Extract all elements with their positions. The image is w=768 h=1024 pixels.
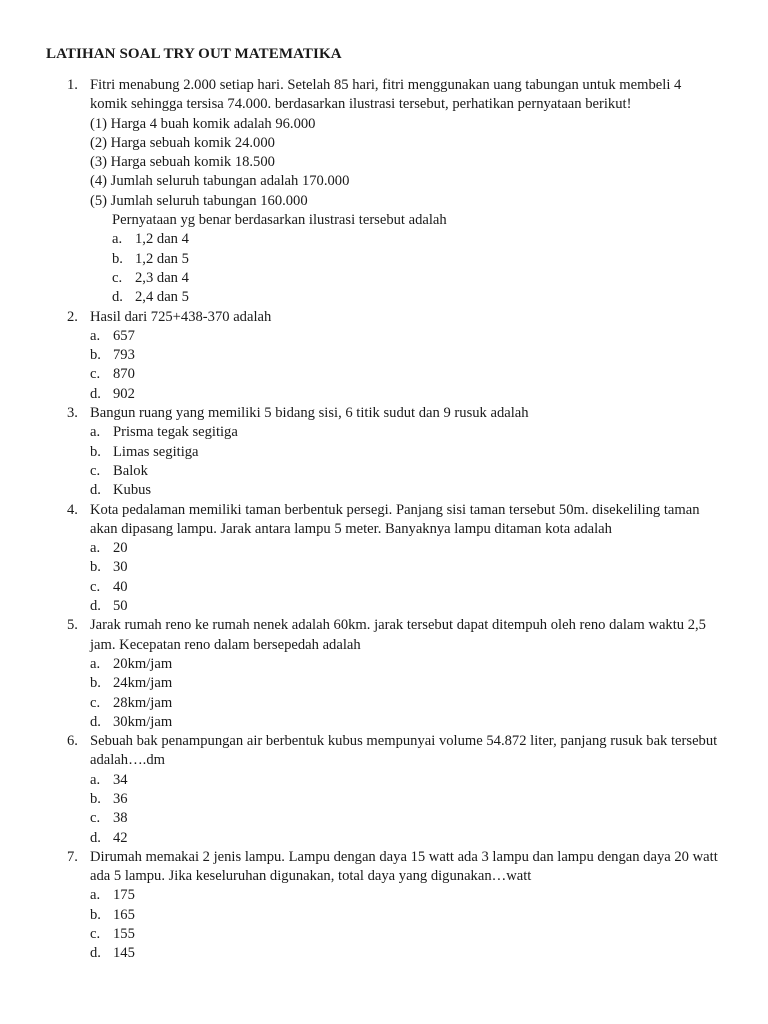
option-letter: b. xyxy=(90,559,101,576)
option-letter: b. xyxy=(112,250,123,267)
option-letter: c. xyxy=(90,578,101,595)
option-letter: b. xyxy=(90,790,101,807)
question-3 xyxy=(0,404,768,500)
option-list xyxy=(90,886,722,963)
option-d[interactable] xyxy=(90,481,722,500)
option-d[interactable] xyxy=(90,713,722,732)
option-text: 34 xyxy=(113,771,128,788)
option-letter: a. xyxy=(90,655,101,672)
option-text: 155 xyxy=(113,926,135,943)
option-b[interactable] xyxy=(112,250,722,269)
option-letter: c. xyxy=(90,462,101,479)
option-letter: d. xyxy=(112,289,123,306)
option-text: 2,4 dan 5 xyxy=(135,289,189,306)
option-d[interactable] xyxy=(90,597,722,616)
option-letter: d. xyxy=(90,713,101,730)
option-list xyxy=(90,771,722,848)
option-text: 145 xyxy=(113,945,135,962)
option-d[interactable] xyxy=(112,288,722,307)
option-letter: c. xyxy=(90,926,101,943)
option-list xyxy=(90,230,722,307)
option-c[interactable] xyxy=(90,925,722,944)
question-7 xyxy=(0,848,768,964)
question-number: 6. xyxy=(67,733,78,750)
option-text: 36 xyxy=(113,790,128,807)
option-text: 50 xyxy=(113,598,128,615)
option-a[interactable] xyxy=(112,230,722,249)
option-text: 24km/jam xyxy=(113,675,173,692)
option-text: 870 xyxy=(113,366,135,383)
question-6 xyxy=(0,732,768,848)
option-text: 165 xyxy=(113,906,135,923)
option-text: 30km/jam xyxy=(113,713,173,730)
option-text: 1,2 dan 4 xyxy=(135,231,189,248)
option-letter: c. xyxy=(90,810,101,827)
statement-item: (5) Jumlah seluruh tabungan 160.000 xyxy=(90,192,308,209)
option-text: Kubus xyxy=(113,482,152,499)
option-letter: a. xyxy=(90,771,101,788)
question-lead: Pernyataan yg benar berdasarkan ilustrasi tersebut adalah xyxy=(112,212,447,229)
option-letter: a. xyxy=(112,231,123,248)
option-text: 38 xyxy=(113,810,128,827)
question-text: Fitri menabung 2.000 setiap hari. Setelah 85 hari, fitri menggunakan uang tabungan untuk membeli 4 komik sehingga tersisa 74.000. berdasarkan ilustrasi tersebut, perhatikan pernyataan berikut! xyxy=(90,77,682,113)
option-text: Limas segitiga xyxy=(113,443,199,460)
option-d[interactable] xyxy=(90,944,722,963)
option-list xyxy=(90,327,722,404)
option-c[interactable] xyxy=(90,694,722,713)
question-list xyxy=(0,76,768,964)
statement-item: (2) Harga sebuah komik 24.000 xyxy=(90,134,275,151)
option-b[interactable] xyxy=(90,346,722,365)
statement-item: (1) Harga 4 buah komik adalah 96.000 xyxy=(90,115,316,132)
question-4 xyxy=(0,501,768,617)
option-c[interactable] xyxy=(90,365,722,384)
option-letter: b. xyxy=(90,443,101,460)
option-list xyxy=(90,423,722,500)
option-text: 175 xyxy=(113,887,135,904)
option-text: 793 xyxy=(113,347,135,364)
option-b[interactable] xyxy=(90,443,722,462)
option-letter: d. xyxy=(90,385,101,402)
option-text: Prisma tegak segitiga xyxy=(113,424,238,441)
option-a[interactable] xyxy=(90,771,722,790)
option-a[interactable] xyxy=(90,423,722,442)
option-text: 20 xyxy=(113,540,128,557)
option-a[interactable] xyxy=(90,539,722,558)
option-letter: d. xyxy=(90,945,101,962)
question-text: Bangun ruang yang memiliki 5 bidang sisi, 6 titik sudut dan 9 rusuk adalah xyxy=(90,405,529,422)
question-2 xyxy=(0,308,768,404)
option-b[interactable] xyxy=(90,906,722,925)
question-5 xyxy=(0,616,768,732)
question-number: 7. xyxy=(67,848,78,865)
option-letter: a. xyxy=(90,424,101,441)
option-b[interactable] xyxy=(90,790,722,809)
option-letter: d. xyxy=(90,598,101,615)
option-c[interactable] xyxy=(90,462,722,481)
question-number: 3. xyxy=(67,405,78,422)
option-b[interactable] xyxy=(90,674,722,693)
question-number: 5. xyxy=(67,617,78,634)
question-text: Hasil dari 725+438-370 adalah xyxy=(90,308,272,325)
option-text: 1,2 dan 5 xyxy=(135,250,189,267)
option-a[interactable] xyxy=(90,327,722,346)
option-c[interactable] xyxy=(90,578,722,597)
option-text: 2,3 dan 4 xyxy=(135,269,189,286)
option-letter: b. xyxy=(90,675,101,692)
option-text: 42 xyxy=(113,829,128,846)
option-list xyxy=(90,655,722,732)
question-number: 2. xyxy=(67,308,78,325)
question-number: 1. xyxy=(67,77,78,93)
option-text: 657 xyxy=(113,327,135,344)
option-a[interactable] xyxy=(90,886,722,905)
question-1 xyxy=(0,76,768,308)
option-letter: d. xyxy=(90,829,101,846)
option-d[interactable] xyxy=(90,829,722,848)
option-text: 902 xyxy=(113,385,135,402)
option-letter: d. xyxy=(90,482,101,499)
statement-item: (3) Harga sebuah komik 18.500 xyxy=(90,154,275,171)
option-b[interactable] xyxy=(90,558,722,577)
option-text: 28km/jam xyxy=(113,694,173,711)
option-c[interactable] xyxy=(112,269,722,288)
question-text: Jarak rumah reno ke rumah nenek adalah 60km. jarak tersebut dapat ditempuh oleh reno dalam waktu 2,5 jam. Kecepatan reno dalam bersepedah adalah xyxy=(90,617,706,653)
option-text: 30 xyxy=(113,559,128,576)
option-letter: a. xyxy=(90,540,101,557)
option-letter: b. xyxy=(90,906,101,923)
document-title: LATIHAN SOAL TRY OUT MATEMATIKA xyxy=(46,46,342,62)
question-text: Dirumah memakai 2 jenis lampu. Lampu dengan daya 15 watt ada 3 lampu dan lampu dengan daya 20 watt ada 5 lampu. Jika keseluruhan digunakan, total daya yang digunakan…watt xyxy=(90,848,718,885)
option-letter: b. xyxy=(90,347,101,364)
option-c[interactable] xyxy=(90,809,722,828)
option-letter: c. xyxy=(90,366,101,383)
option-d[interactable] xyxy=(90,385,722,404)
question-text: Sebuah bak penampungan air berbentuk kubus mempunyai volume 54.872 liter, panjang rusuk bak tersebut adalah….dm xyxy=(90,733,718,769)
option-text: Balok xyxy=(113,462,148,479)
option-letter: a. xyxy=(90,327,101,344)
option-letter: c. xyxy=(90,694,101,711)
option-text: 40 xyxy=(113,578,128,595)
option-letter: a. xyxy=(90,887,101,904)
option-text: 20km/jam xyxy=(113,655,173,672)
option-letter: c. xyxy=(112,269,123,286)
question-text: Kota pedalaman memiliki taman berbentuk persegi. Panjang sisi taman tersebut 50m. disekeliling taman akan dipasang lampu. Jarak antara lampu 5 meter. Banyaknya lampu ditaman kota adalah xyxy=(90,501,700,537)
option-list xyxy=(90,539,722,616)
statement-item: (4) Jumlah seluruh tabungan adalah 170.000 xyxy=(90,173,350,190)
question-number: 4. xyxy=(67,501,78,518)
option-a[interactable] xyxy=(90,655,722,674)
statement-list xyxy=(90,115,722,211)
